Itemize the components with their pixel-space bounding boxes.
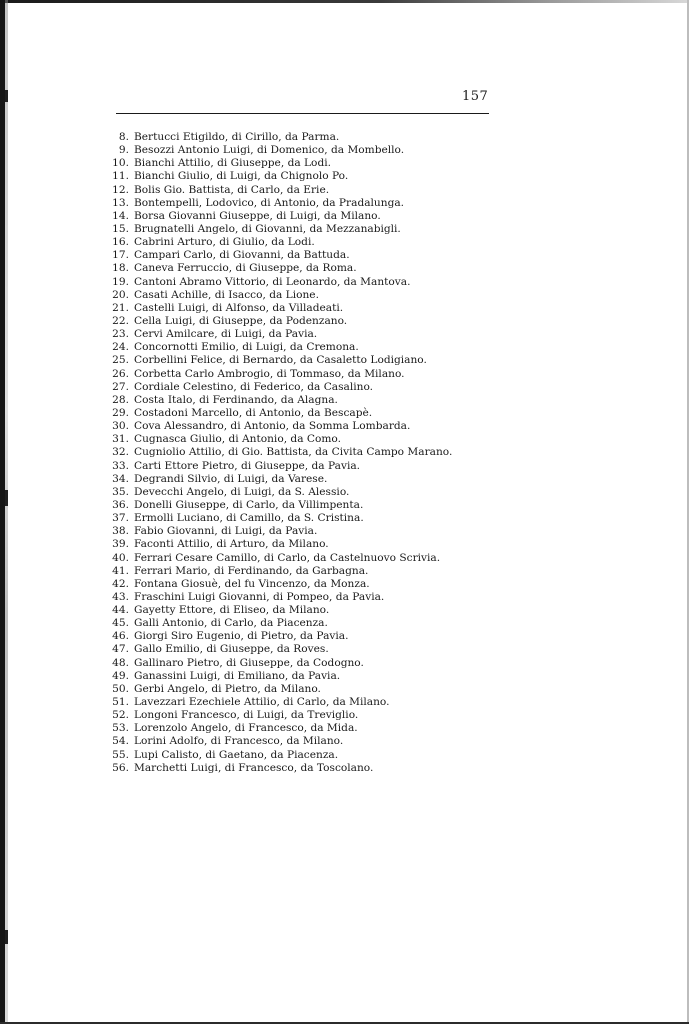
roster-entry: [104, 670, 484, 683]
entry-number: 16.: [112, 236, 129, 249]
roster-entry: [104, 762, 484, 775]
roster-entry: [104, 433, 484, 446]
entry-number: 12.: [112, 183, 129, 196]
roster-entry: [104, 630, 484, 643]
entry-text: Cella Luigi, di Giuseppe, da Podenzano.: [134, 314, 348, 327]
entry-number: 38.: [112, 525, 129, 538]
entry-text: Cordiale Celestino, di Federico, da Casalino.: [134, 380, 374, 393]
entry-number: 28.: [112, 393, 129, 406]
entry-number: 22.: [112, 314, 129, 327]
entry-number: 15.: [112, 222, 129, 235]
roster-entry: [104, 315, 484, 328]
roster-entry: [104, 749, 484, 762]
entry-text: Lorini Adolfo, di Francesco, da Milano.: [134, 735, 344, 748]
entry-text: Besozzi Antonio Luigi, di Domenico, da Mombello.: [134, 144, 405, 157]
entry-text: Brugnatelli Angelo, di Giovanni, da Mezzanabigli.: [134, 222, 401, 235]
roster-entry: [104, 617, 484, 630]
roster-entry: [104, 197, 484, 210]
entry-text: Degrandi Silvio, di Luigi, da Varese.: [134, 472, 328, 485]
entry-number: 21.: [112, 301, 129, 314]
roster-entry: [104, 210, 484, 223]
roster-entry: [104, 591, 484, 604]
roster-entry: [104, 144, 484, 157]
roster-entry: [104, 262, 484, 275]
entry-text: Gerbi Angelo, di Pietro, da Milano.: [134, 682, 321, 695]
entry-text: Bianchi Giulio, di Luigi, da Chignolo Po.: [134, 170, 349, 183]
entry-number: 44.: [112, 604, 129, 617]
entry-number: 31.: [112, 433, 129, 446]
roster-entry: [104, 289, 484, 302]
roster-entry: [104, 170, 484, 183]
entry-text: Gallinaro Pietro, di Giuseppe, da Codogno.: [134, 656, 364, 669]
entry-text: Borsa Giovanni Giuseppe, di Luigi, da Milano.: [134, 209, 381, 222]
entry-text: Galli Antonio, di Carlo, da Piacenza.: [134, 617, 328, 630]
entry-number: 13.: [112, 196, 129, 209]
entry-text: Gallo Emilio, di Giuseppe, da Roves.: [134, 643, 329, 656]
entry-text: Fabio Giovanni, di Luigi, da Pavia.: [134, 525, 318, 538]
entry-number: 50.: [112, 682, 129, 695]
roster-entry: [104, 354, 484, 367]
entry-number: 19.: [112, 275, 129, 288]
roster-entry: [104, 578, 484, 591]
entry-text: Cova Alessandro, di Antonio, da Somma Lombarda.: [134, 420, 411, 433]
scan-edge-top: [0, 0, 689, 3]
roster-entry: [104, 525, 484, 538]
roster-entry: [104, 236, 484, 249]
entry-text: Ferrari Cesare Camillo, di Carlo, da Castelnuovo Scrivia.: [134, 551, 441, 564]
entry-number: 24.: [112, 341, 129, 354]
entry-text: Corbetta Carlo Ambrogio, di Tommaso, da Milano.: [134, 367, 405, 380]
entry-number: 32.: [112, 446, 129, 459]
entry-number: 26.: [112, 367, 129, 380]
roster-entry: [104, 735, 484, 748]
entry-text: Casati Achille, di Isacco, da Lione.: [134, 288, 319, 301]
entry-number: 52.: [112, 709, 129, 722]
entry-text: Cantoni Abramo Vittorio, di Leonardo, da Mantova.: [134, 275, 411, 288]
entry-number: 40.: [112, 551, 129, 564]
entry-number: 49.: [112, 669, 129, 682]
entry-number: 48.: [112, 656, 129, 669]
entry-text: Marchetti Luigi, di Francesco, da Toscolano.: [134, 761, 374, 774]
entry-number: 47.: [112, 643, 129, 656]
roster-entry: [104, 696, 484, 709]
entry-text: Caneva Ferruccio, di Giuseppe, da Roma.: [134, 262, 357, 275]
roster-entry: [104, 184, 484, 197]
entry-number: 10.: [112, 157, 129, 170]
entry-text: Bolis Gio. Battista, di Carlo, da Erie.: [134, 183, 330, 196]
roster-entry: [104, 722, 484, 735]
entry-text: Cugniolio Attilio, di Gio. Battista, da Civita Campo Marano.: [134, 446, 453, 459]
binding-mark: [5, 490, 8, 506]
roster-entry: [104, 223, 484, 236]
entry-text: Fraschini Luigi Giovanni, di Pompeo, da Pavia.: [134, 590, 385, 603]
entry-text: Lupi Calisto, di Gaetano, da Piacenza.: [134, 748, 339, 761]
entry-number: 45.: [112, 617, 129, 630]
entry-text: Cabrini Arturo, di Giulio, da Lodi.: [134, 236, 315, 249]
roster-entry: [104, 407, 484, 420]
entry-number: 43.: [112, 590, 129, 603]
entry-number: 11.: [112, 170, 129, 183]
header-rule: [116, 113, 489, 114]
entry-number: 18.: [112, 262, 129, 275]
entry-number: 33.: [112, 459, 129, 472]
entry-number: 23.: [112, 328, 129, 341]
roster-entry: [104, 643, 484, 656]
entry-text: Lavezzari Ezechiele Attilio, di Carlo, da Milano.: [134, 696, 390, 709]
entry-number: 39.: [112, 538, 129, 551]
roster-entry: [104, 381, 484, 394]
entry-text: Bertucci Etigildo, di Cirillo, da Parma.: [134, 131, 340, 143]
roster-entry: [104, 565, 484, 578]
entry-number: 54.: [112, 735, 129, 748]
roster-entry: [104, 276, 484, 289]
roster-entry: [104, 709, 484, 722]
roster-entry: [104, 341, 484, 354]
entry-number: 20.: [112, 288, 129, 301]
roster-entry: [104, 657, 484, 670]
entry-number: 46.: [112, 630, 129, 643]
entry-text: Castelli Luigi, di Alfonso, da Villadeati.: [134, 301, 344, 314]
entry-number: 37.: [112, 512, 129, 525]
entry-number: 53.: [112, 722, 129, 735]
roster-entry: [104, 302, 484, 315]
roster-entry: [104, 328, 484, 341]
entry-text: Ferrari Mario, di Ferdinando, da Garbagna.: [134, 564, 369, 577]
entry-text: Campari Carlo, di Giovanni, da Battuda.: [134, 249, 350, 262]
roster-entry: [104, 512, 484, 525]
entry-number: 35.: [112, 485, 129, 498]
scan-binding-shadow: [5, 0, 8, 1024]
entry-text: Ermolli Luciano, di Camillo, da S. Cristina.: [134, 512, 364, 525]
roster-entry: [104, 460, 484, 473]
entry-text: Ganassini Luigi, di Emiliano, da Pavia.: [134, 669, 341, 682]
entry-text: Lorenzolo Angelo, di Francesco, da Mida.: [134, 722, 358, 735]
entry-number: 41.: [112, 564, 129, 577]
binding-mark: [5, 90, 8, 102]
entry-text: Giorgi Siro Eugenio, di Pietro, da Pavia.: [134, 630, 349, 643]
roster-entry: [104, 368, 484, 381]
entry-number: 27.: [112, 380, 129, 393]
page-number: 157: [462, 89, 489, 104]
entry-text: Carti Ettore Pietro, di Giuseppe, da Pavia.: [134, 459, 361, 472]
roster-entry: [104, 249, 484, 262]
roster-entry: [104, 446, 484, 459]
entry-text: Bianchi Attilio, di Giuseppe, da Lodi.: [134, 157, 331, 170]
entry-text: Cugnasca Giulio, di Antonio, da Como.: [134, 433, 341, 446]
entry-number: 25.: [112, 354, 129, 367]
entry-text: Bontempelli, Lodovico, di Antonio, da Pradalunga.: [134, 196, 405, 209]
entry-text: Fontana Giosuè, del fu Vincenzo, da Monza.: [134, 577, 370, 590]
entry-text: Corbellini Felice, di Bernardo, da Casaletto Lodigiano.: [134, 354, 427, 367]
roster-list: [104, 131, 484, 775]
entry-text: Longoni Francesco, di Luigi, da Treviglio.: [134, 709, 359, 722]
roster-entry: [104, 473, 484, 486]
entry-text: Cervi Amilcare, di Luigi, da Pavia.: [134, 328, 318, 341]
roster-entry: [104, 394, 484, 407]
roster-entry: [104, 552, 484, 565]
binding-mark: [5, 930, 8, 944]
entry-number: 34.: [112, 472, 129, 485]
roster-entry: [104, 486, 484, 499]
entry-number: 14.: [112, 209, 129, 222]
entry-number: 51.: [112, 696, 129, 709]
roster-entry: [104, 131, 484, 144]
roster-entry: [104, 604, 484, 617]
roster-entry: [104, 157, 484, 170]
entry-number: 56.: [112, 761, 129, 774]
roster-entry: [104, 683, 484, 696]
roster-entry: [104, 499, 484, 512]
entry-number: 36.: [112, 498, 129, 511]
entry-number: 8.: [118, 131, 129, 143]
entry-text: Costadoni Marcello, di Antonio, da Bescapè.: [134, 406, 373, 419]
entry-number: 30.: [112, 420, 129, 433]
entry-text: Devecchi Angelo, di Luigi, da S. Alessio.: [134, 485, 350, 498]
entry-text: Gayetty Ettore, di Eliseo, da Milano.: [134, 604, 330, 617]
entry-text: Donelli Giuseppe, di Carlo, da Villimpenta.: [134, 498, 364, 511]
entry-text: Concornotti Emilio, di Luigi, da Cremona.: [134, 341, 359, 354]
roster-entry: [104, 420, 484, 433]
roster-entry: [104, 538, 484, 551]
entry-text: Costa Italo, di Ferdinando, da Alagna.: [134, 393, 338, 406]
entry-number: 17.: [112, 249, 129, 262]
entry-number: 55.: [112, 748, 129, 761]
entry-number: 9.: [118, 144, 129, 157]
entry-number: 29.: [112, 406, 129, 419]
entry-number: 42.: [112, 577, 129, 590]
entry-text: Faconti Attilio, di Arturo, da Milano.: [134, 538, 329, 551]
